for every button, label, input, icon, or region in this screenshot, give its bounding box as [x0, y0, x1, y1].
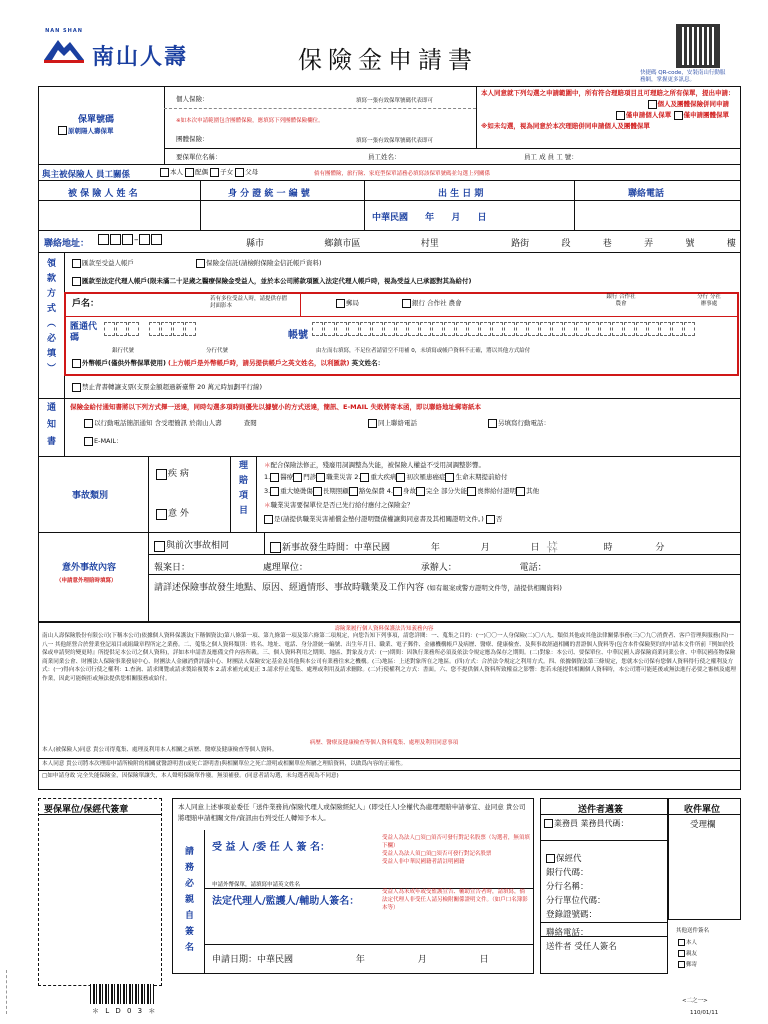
privacy-consent-3[interactable]: □如申請身故 完全失能保險金，因保險單讓失，本人聲明保險單作廢。無須補發。(同意者請勾選，未勾選者視為不同意) — [42, 773, 339, 779]
joint-beneficiary-note: 若有多位受益人時，請提供存摺封面影本 — [210, 296, 288, 309]
bank-type-label: 銀行 合作社 農會 — [606, 294, 636, 307]
foreign-sign-note: 申請外幣保單，請填寫申請英文姓名 — [212, 882, 301, 888]
privacy-title-2: 病歷、醫療及健康檢查等個人資料蒐集、處理及利用同意事項 — [309, 740, 459, 746]
beneficiary-sign-label[interactable]: 受 益 人 /委 任 人 簽 名： — [212, 842, 331, 853]
barcode-text: ＊ L D 0 3 ＊ — [92, 1007, 158, 1015]
form-version: 110/01/11 — [690, 1010, 719, 1016]
mountain-logo-icon — [42, 34, 86, 64]
relation-options[interactable]: 本人 配偶 子女 父母 — [160, 167, 258, 177]
fill-hint-1: 填寫一張有效保單號碼代表即可 — [356, 98, 434, 104]
sender-title: 送件者邁簽 — [578, 805, 624, 815]
payment-option-1[interactable]: 匯款至受益人帳戶 — [72, 258, 134, 268]
insured-dob-field[interactable]: 中華民國 年 月 日 — [372, 213, 487, 223]
original-group-checkbox[interactable]: 原朝陽人壽保單 — [58, 126, 114, 135]
notify-same-phone-option[interactable]: 同上聯絡電話 — [368, 418, 417, 428]
post-option[interactable]: 郵局 — [336, 298, 359, 308]
branch-type-label: 分行 分社 辦事處 — [697, 294, 721, 307]
occupational-question: ＊職業災害要保單位是否已先行給付應付之保險金？ — [264, 501, 414, 509]
privacy-body: 南山人壽保險股份有限公司(下稱本公司)依據個人資料保護法(下稱個資法)第八條第一項、第九條第一項及第六條第二項規定，向您告知下列事項，請您詳閱：一、蒐集之目的：(一)〇〇一人身保險(二)〇八九、類似其他或其他法律關係事務(三)〇九〇消費者、客戶管理與服務(四)一八一 其他經營合於營業登記項目或組織章程所定之業務。二、蒐集之個人資料類別：姓名、地址、電話、身分證統一編號、出生年月日、職業、電子郵件、金融機構帳戶及病歷、醫療、健康檢查、及與事故經過相關的書證個人資料等(包含本件保險契約的申請本文件所前『例如於投保或申請契約變更時』所提供足本公司之個人資料)，詳如本申請書及應備文件內容所載。三、個人資料利用之期間、地區、對象及方式：(一)期間：因執行業務所必須及依法令規定應為保存之期間。(二)對象：本公司、要保單位、中華民國人壽保險商業同業公會、中華民國產物保險商業同業公會、財團法人保險事業發展中心、財團法人金融消費評議中心、財團法人保險安定基金及其他與本公司有業務往來之機構。(三)地區：上述對象所在之地區。(四)方式：合於法令規定之利用方式。四、依據個資法第三條規定，您就本公司保有您個人資料得行使之權利及方式：(一)得向本公司行使之權利：1.查詢、請求閱覽或請求製給複製本 2.請求補充或更正 3.請求停止蒐集、處理或利用及請求刪除。(二)行使權利之方式：書面。六、您不提供個人資料所致權益之影響：您若未能提供相關個人資料時，本公司將可能延後或無法進行必要之審核及處理作業，因此可能婉拒或無法提供您相關服務或給付。 — [42, 633, 736, 682]
relation-label: 與主被保險人 員工關係 — [42, 170, 130, 180]
company-name: 南山人壽 — [92, 45, 189, 70]
account-name-label: 戶名： — [72, 299, 100, 309]
delivery-options[interactable]: 本人 親友 郵寄 — [678, 938, 697, 971]
policy-no-label: 保單號碼 — [78, 115, 115, 125]
privacy-consent: 本人(被保險人)同意 貴公司得蒐集、處理及利用本人相關之病歷、醫療及健康檢查等個人資料。 — [42, 747, 278, 753]
sender-broker-fields[interactable]: 保經代 銀行代碼： 分行名稱： 分行單位代碼： 登錄證號碼： — [546, 854, 606, 920]
accident-type-label: 事故類別 — [72, 491, 109, 501]
describe-row[interactable]: 請詳述保險事故發生地點、原因、經過情形、事故時職業及工作內容 (如有報案或警方證明文件等，請提供相關資料) — [154, 583, 562, 593]
sender-signer[interactable]: 送件者 受任人簽名 — [546, 942, 617, 952]
insured-phone-header: 聯絡電話 — [628, 189, 665, 199]
privacy-title: 壽險業履行個人資料保護法告知義務內容 — [334, 626, 434, 632]
content-label: 意外事故內容 — [62, 563, 117, 573]
privacy-consent-2: 本人同意 貴公司將本次理賠申請所檢附的相關就醫證明書(或死亡證明書)與相關單位之死亡證明或相關單位所屬之理賠資料，以做爲內容的正確性。 — [42, 761, 407, 767]
beneficiary-notes: 受益人為法人□須□須否可發行對記名股票（勾選者，無須填下欄） 受益人為法人須□須□須否可發行對記名股票 受益人非中華民國籍者請註明國籍 — [382, 835, 530, 865]
account-note: 由左而右填寫，不足位者請留空不用補 0，未填寫或帳戶資料不正確，將以其他方式給付 — [316, 348, 531, 354]
account-number-boxes[interactable] — [312, 322, 696, 338]
account-no-label: 帳號 — [288, 330, 308, 341]
claim-note: ＊配合保險法修正，殘廢用詞調整為失能，被保險人權益不受用詞調整影響。 — [264, 461, 485, 469]
payment-option-2[interactable]: 匯款至法定代理人帳戶(限未滿二十足歲之醫療保險金受益人，並於本公司將款項匯入法定代理人帳戶時，視為受益人已承認對其為給付) — [72, 276, 471, 286]
guardian-note: 受益人為未成年或受監護宣告、輔助宣告者時，請填寫，倘法定代理人非受任人請另檢附關係證明文件。（如戶口名簿影本等） — [382, 889, 528, 911]
receive-unit-label: 收件單位 — [684, 805, 721, 815]
form-title: 保險金申請書 — [298, 46, 478, 74]
occupational-options[interactable]: 是(請提供職業災害補償金墊付證明暨債權讓與同意書及其相關證明文件。) 否 — [264, 514, 502, 524]
fill-hint-2: 填寫一張有效保單號碼代表即可 — [356, 138, 434, 144]
notify-sms-option[interactable]: 以行動電話簡訊通知 含受理簡訊 於南山人壽 查閱 — [84, 418, 257, 428]
insured-policy-label: 個人保險： — [176, 95, 209, 103]
notify-red-note: 保險金給付通知書將以下列方式擇一送達，同時勾選多項時則優先以據號小的方式送達，簡訊、E-MAIL 失敗將寄本函，即以聯絡地址郵寄紙本 — [70, 403, 481, 411]
address-label: 聯絡地址： — [44, 239, 90, 249]
binding-marks — [6, 970, 30, 1014]
employee-no-label: 員工 成 員 工 號： — [524, 153, 578, 161]
insured-name-header: 被 保 險 人 姓 名 — [68, 189, 138, 199]
group-policy-label: 團體保險： — [176, 135, 209, 143]
sender-contact-phone[interactable]: 聯絡電話： — [546, 928, 589, 938]
notify-email-option[interactable]: E-MAIL： — [84, 436, 123, 446]
sign-side-label: 請務必親自簽名 — [183, 846, 193, 958]
no-endorse-cheque-option[interactable]: 禁止背書轉讓支票(支票金額超過新臺幣 20 萬元時加劃平行線) — [72, 382, 262, 392]
insured-id-header: 身 分 證 統 一 編 號 — [228, 189, 310, 199]
employer-sign-box — [38, 798, 162, 986]
accident-option[interactable]: 意 外 — [156, 506, 189, 520]
company-logo — [42, 28, 86, 66]
employee-name-label: 員工姓名： — [368, 153, 401, 161]
employer-sign-label: 要保單位/保經代簽章 — [44, 805, 129, 815]
address-parts[interactable]: 縣市 鄉鎮市區 村里 路街 段 巷 弄 號 樓 — [246, 239, 736, 249]
new-event-time[interactable]: 新事故發生時間：中華民國 年 月 日 上午 下午 時 分 — [270, 540, 736, 554]
logo-en: NAN SHAN — [45, 28, 83, 34]
barcode — [90, 984, 154, 1004]
postcode-boxes[interactable]: – — [98, 234, 163, 245]
bank-code-label: 銀行代號 — [112, 348, 135, 354]
handle-label: 受理欄 — [690, 820, 716, 830]
sender-agent[interactable]: 業務員 業務員代碼： — [544, 818, 629, 829]
report-row[interactable]: 報案日： 處理單位： 承辦人： 電話： — [154, 563, 547, 573]
claim-items-row-1[interactable]: 1. 醫療 門診 職業災害 2. 重大疾病 初次罹患癌症 生命末期提前給付 — [264, 473, 508, 481]
foreign-account-option[interactable]: 外幣帳戶(僅供外幣保單使用) (上方帳戶是外幣帳戶時，請另提供帳戶之英文姓名，以利匯款) 英文姓名： — [72, 358, 384, 368]
notify-other-phone-option[interactable]: 另填寫行動電話： — [488, 418, 550, 428]
claim-items-label: 理賠項目 — [237, 460, 247, 520]
payment-option-trust[interactable]: 保險金信託(請檢附保險金信託帳戶資料) — [196, 258, 322, 268]
swift-code-label: 匯通代碼 — [70, 322, 98, 343]
scope-default-note: ※如未勾選，視為同意於本次理賠併同申請個人及團體保單 — [481, 122, 650, 130]
scope-note — [481, 88, 737, 132]
relation-note: 倘有團體險，旅行險、家庭型保單請務必填寫該保單號碼並勾選上列關係 — [314, 171, 491, 177]
scope-option-2-3[interactable]: 僅申請個人保單 僅申請團體保單 — [481, 110, 737, 121]
receive-box — [668, 798, 741, 920]
authorization-note: 本人同意上述事項並委任「送件業務員/保險代理人或保險經紀人」(即受任人)全權代為處理理賠申請事宜、並同意 貴公司將理賠申請相關文件/資訊由右列受任人轉知予本人。 — [178, 803, 526, 822]
qr-code — [676, 24, 720, 68]
page-indicator: <二之一> — [682, 998, 708, 1004]
bank-code-boxes[interactable] — [104, 322, 197, 338]
qr-text: 快捷碼 QR-code，安裝南山行動服務網，掌握更多訊息。 — [640, 70, 726, 83]
branch-code-label: 分行代號 — [206, 348, 229, 354]
content-sub: （申請意外理賠時填寫） — [56, 578, 117, 584]
guardian-sign-label[interactable]: 法定代理人/監護人/輔助人簽名： — [212, 896, 360, 907]
other-sign-label: 其他送件簽名 — [676, 928, 710, 934]
payment-side-label: 領款方式（必填） — [45, 258, 55, 378]
employer-name-label: 要保單位名稱： — [176, 153, 222, 161]
bank-option[interactable]: 銀行 合作社 農會 — [402, 298, 462, 308]
notify-side-label: 通知書 — [45, 402, 55, 453]
checkbox[interactable] — [58, 126, 67, 135]
illness-option[interactable]: 疾 病 — [156, 466, 189, 480]
group-red-note: ※如本次申請範圍包含團體保險，應填寫下列團體保險欄位。 — [176, 118, 324, 124]
same-as-previous-option[interactable]: 與前次事故相同 — [154, 538, 229, 552]
insured-dob-header: 出 生 日 期 — [438, 189, 484, 199]
apply-date[interactable]: 申請日期：中華民國 年 月 日 — [212, 955, 489, 965]
claim-items-row-2[interactable]: 3. 重大燒燙傷 長期照顧 豁免保費 4. 身故 完全 部分失能 喪葬給付證明 其他 — [264, 487, 540, 495]
scope-option-1[interactable]: 個人及團體保險併同申請 — [481, 99, 737, 110]
scope-note-text: 本人同意就下列勾選之申請範圍中，所有符合理賠項目且可理賠之所有保單，提出申請： — [481, 89, 735, 97]
